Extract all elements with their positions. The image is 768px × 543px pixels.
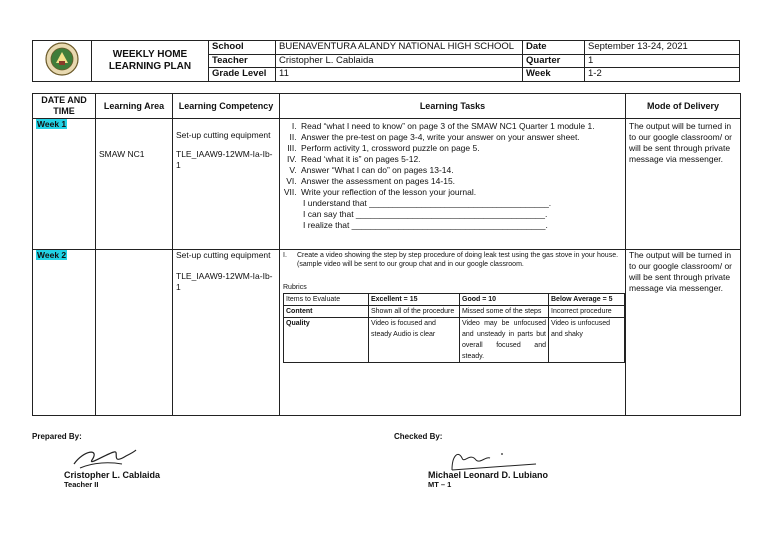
week-1-competency-cell	[173, 119, 280, 250]
rubric-cell: Video is unfocused and shaky	[549, 318, 625, 363]
task-item: I. Read “what I need to know” on page 3 of the SMAW NC1 Quarter 1 module 1.	[299, 121, 622, 132]
week-2-area-cell	[96, 250, 173, 416]
week-1-label: Week 1	[37, 119, 67, 129]
week-2-competency-cell	[173, 250, 280, 416]
week-2-task	[283, 251, 622, 269]
task-item: VII. Write your reflection of the lesson your journal.	[299, 187, 622, 198]
plan-title-line-2: LEARNING PLAN	[108, 61, 192, 72]
rubric-cell: Video is focused and steady Audio is clear	[369, 318, 460, 363]
week-2-delivery-cell	[626, 250, 741, 416]
task-item: VI. Answer the assessment on pages 14-15.	[299, 176, 622, 187]
rubric-row	[284, 306, 625, 318]
checked-by-label: Checked By:	[394, 432, 443, 441]
prepared-by-signatory	[64, 470, 160, 489]
rubric-table	[283, 293, 625, 363]
column-header-row	[33, 94, 741, 119]
rubric-cell: Content	[284, 306, 369, 318]
week-1-area-cell	[96, 119, 173, 250]
week-1-area: SMAW NC1	[99, 149, 145, 159]
rubric-head-cell: Excellent = 15	[369, 294, 460, 306]
header-table	[32, 40, 740, 82]
rubric-cell: Incorrect procedure	[549, 306, 625, 318]
checked-by-block	[394, 432, 442, 441]
week-1-task-list	[283, 121, 622, 198]
week-2-delivery: The output will be turned in to our google classroom/ or will be sent through private message via messenger.	[629, 250, 732, 293]
col-learning-tasks: Learning Tasks	[280, 94, 626, 119]
week-1-delivery-cell	[626, 119, 741, 250]
task-item: III. Perform activity 1, crossword puzzle on page 5.	[299, 143, 622, 154]
week-2-competency: Set-up cutting equipment	[176, 250, 271, 260]
date-label: Date	[523, 41, 585, 55]
prepared-by-name: Cristopher L. Cablaida	[64, 470, 161, 480]
task-item: IV. Read ‘what it is” on pages 5-12.	[299, 154, 622, 165]
week-1-code: TLE_IAAW9-12WM-Ia-Ib-1	[176, 149, 273, 170]
grade-value: 11	[276, 68, 523, 82]
checked-by-title: MT – 1	[428, 480, 452, 489]
week-label: Week	[523, 68, 585, 82]
reflection-line: I realize that _________________________________________.	[303, 220, 548, 230]
rubric-cell: Shown all of the procedure	[369, 306, 460, 318]
plan-title-line-1: WEEKLY HOME	[112, 49, 188, 60]
prepared-signature-icon	[70, 444, 140, 472]
reflection-line: I understand that ______________________________________.	[303, 198, 552, 208]
teacher-value: Cristopher L. Cablaida	[276, 54, 523, 68]
rubrics-label: Rubrics	[283, 284, 307, 291]
plan-title	[92, 41, 209, 82]
school-logo	[33, 41, 92, 82]
school-value: BUENAVENTURA ALANDY NATIONAL HIGH SCHOOL	[276, 41, 523, 55]
week-1-tasks-cell	[280, 119, 626, 250]
week-2-code: TLE_IAAW9-12WM-Ia-Ib-1	[176, 271, 273, 292]
rubric-head-row	[284, 294, 625, 306]
week-2-label: Week 2	[37, 250, 67, 260]
week-1-delivery: The output will be turned in to our google classroom/ or will be sent through private message via messenger.	[629, 121, 732, 164]
week-2-row	[33, 250, 741, 416]
date-value: September 13-24, 2021	[585, 41, 740, 55]
quarter-label: Quarter	[523, 54, 585, 68]
week-2-cell	[33, 250, 96, 416]
col-date-and-time: DATE AND TIME	[33, 94, 96, 119]
rubric-head-cell: Good = 10	[460, 294, 549, 306]
week-2-task-text: Create a video showing the step by step procedure of doing leak test using the gas stove in your house. (sample video will be sent to our group chat and in our google classroom.	[297, 252, 619, 268]
reflection-line: I can say that ________________________________________.	[303, 209, 548, 219]
week-2-task-number: I.	[283, 252, 287, 259]
week-1-cell	[33, 119, 96, 250]
rubric-cell: Missed some of the steps	[460, 306, 549, 318]
week-1-competency: Set-up cutting equipment	[176, 130, 271, 140]
prepared-by-block	[32, 432, 82, 441]
school-label: School	[209, 41, 276, 55]
task-item: V. Answer “What I can do” on pages 13-14.	[299, 165, 622, 176]
rubric-head-cell: Below Average = 5	[549, 294, 625, 306]
school-seal-icon	[42, 41, 82, 77]
rubric-cell: Quality	[284, 318, 369, 363]
teacher-label: Teacher	[209, 54, 276, 68]
prepared-by-title: Teacher II	[64, 480, 99, 489]
week-1-row	[33, 119, 741, 250]
checked-by-signatory	[428, 470, 548, 489]
grade-label: Grade Level	[209, 68, 276, 82]
col-learning-area: Learning Area	[96, 94, 173, 119]
task-item: II. Answer the pre-test on page 3-4, write your answer on your answer sheet.	[299, 132, 622, 143]
rubric-head-cell: Items to Evaluate	[284, 294, 369, 306]
learning-plan-table	[32, 93, 741, 416]
week-2-tasks-cell	[280, 250, 626, 416]
rubric-cell: Video may be unfocused and unsteady in parts but overall focused and steady.	[460, 318, 549, 363]
col-learning-competency: Learning Competency	[173, 94, 280, 119]
checked-by-name: Michael Leonard D. Lubiano	[428, 470, 549, 480]
prepared-by-label: Prepared By:	[32, 432, 82, 441]
rubric-row	[284, 318, 625, 363]
week-value: 1-2	[585, 68, 740, 82]
quarter-value: 1	[585, 54, 740, 68]
col-mode-of-delivery: Mode of Delivery	[626, 94, 741, 119]
